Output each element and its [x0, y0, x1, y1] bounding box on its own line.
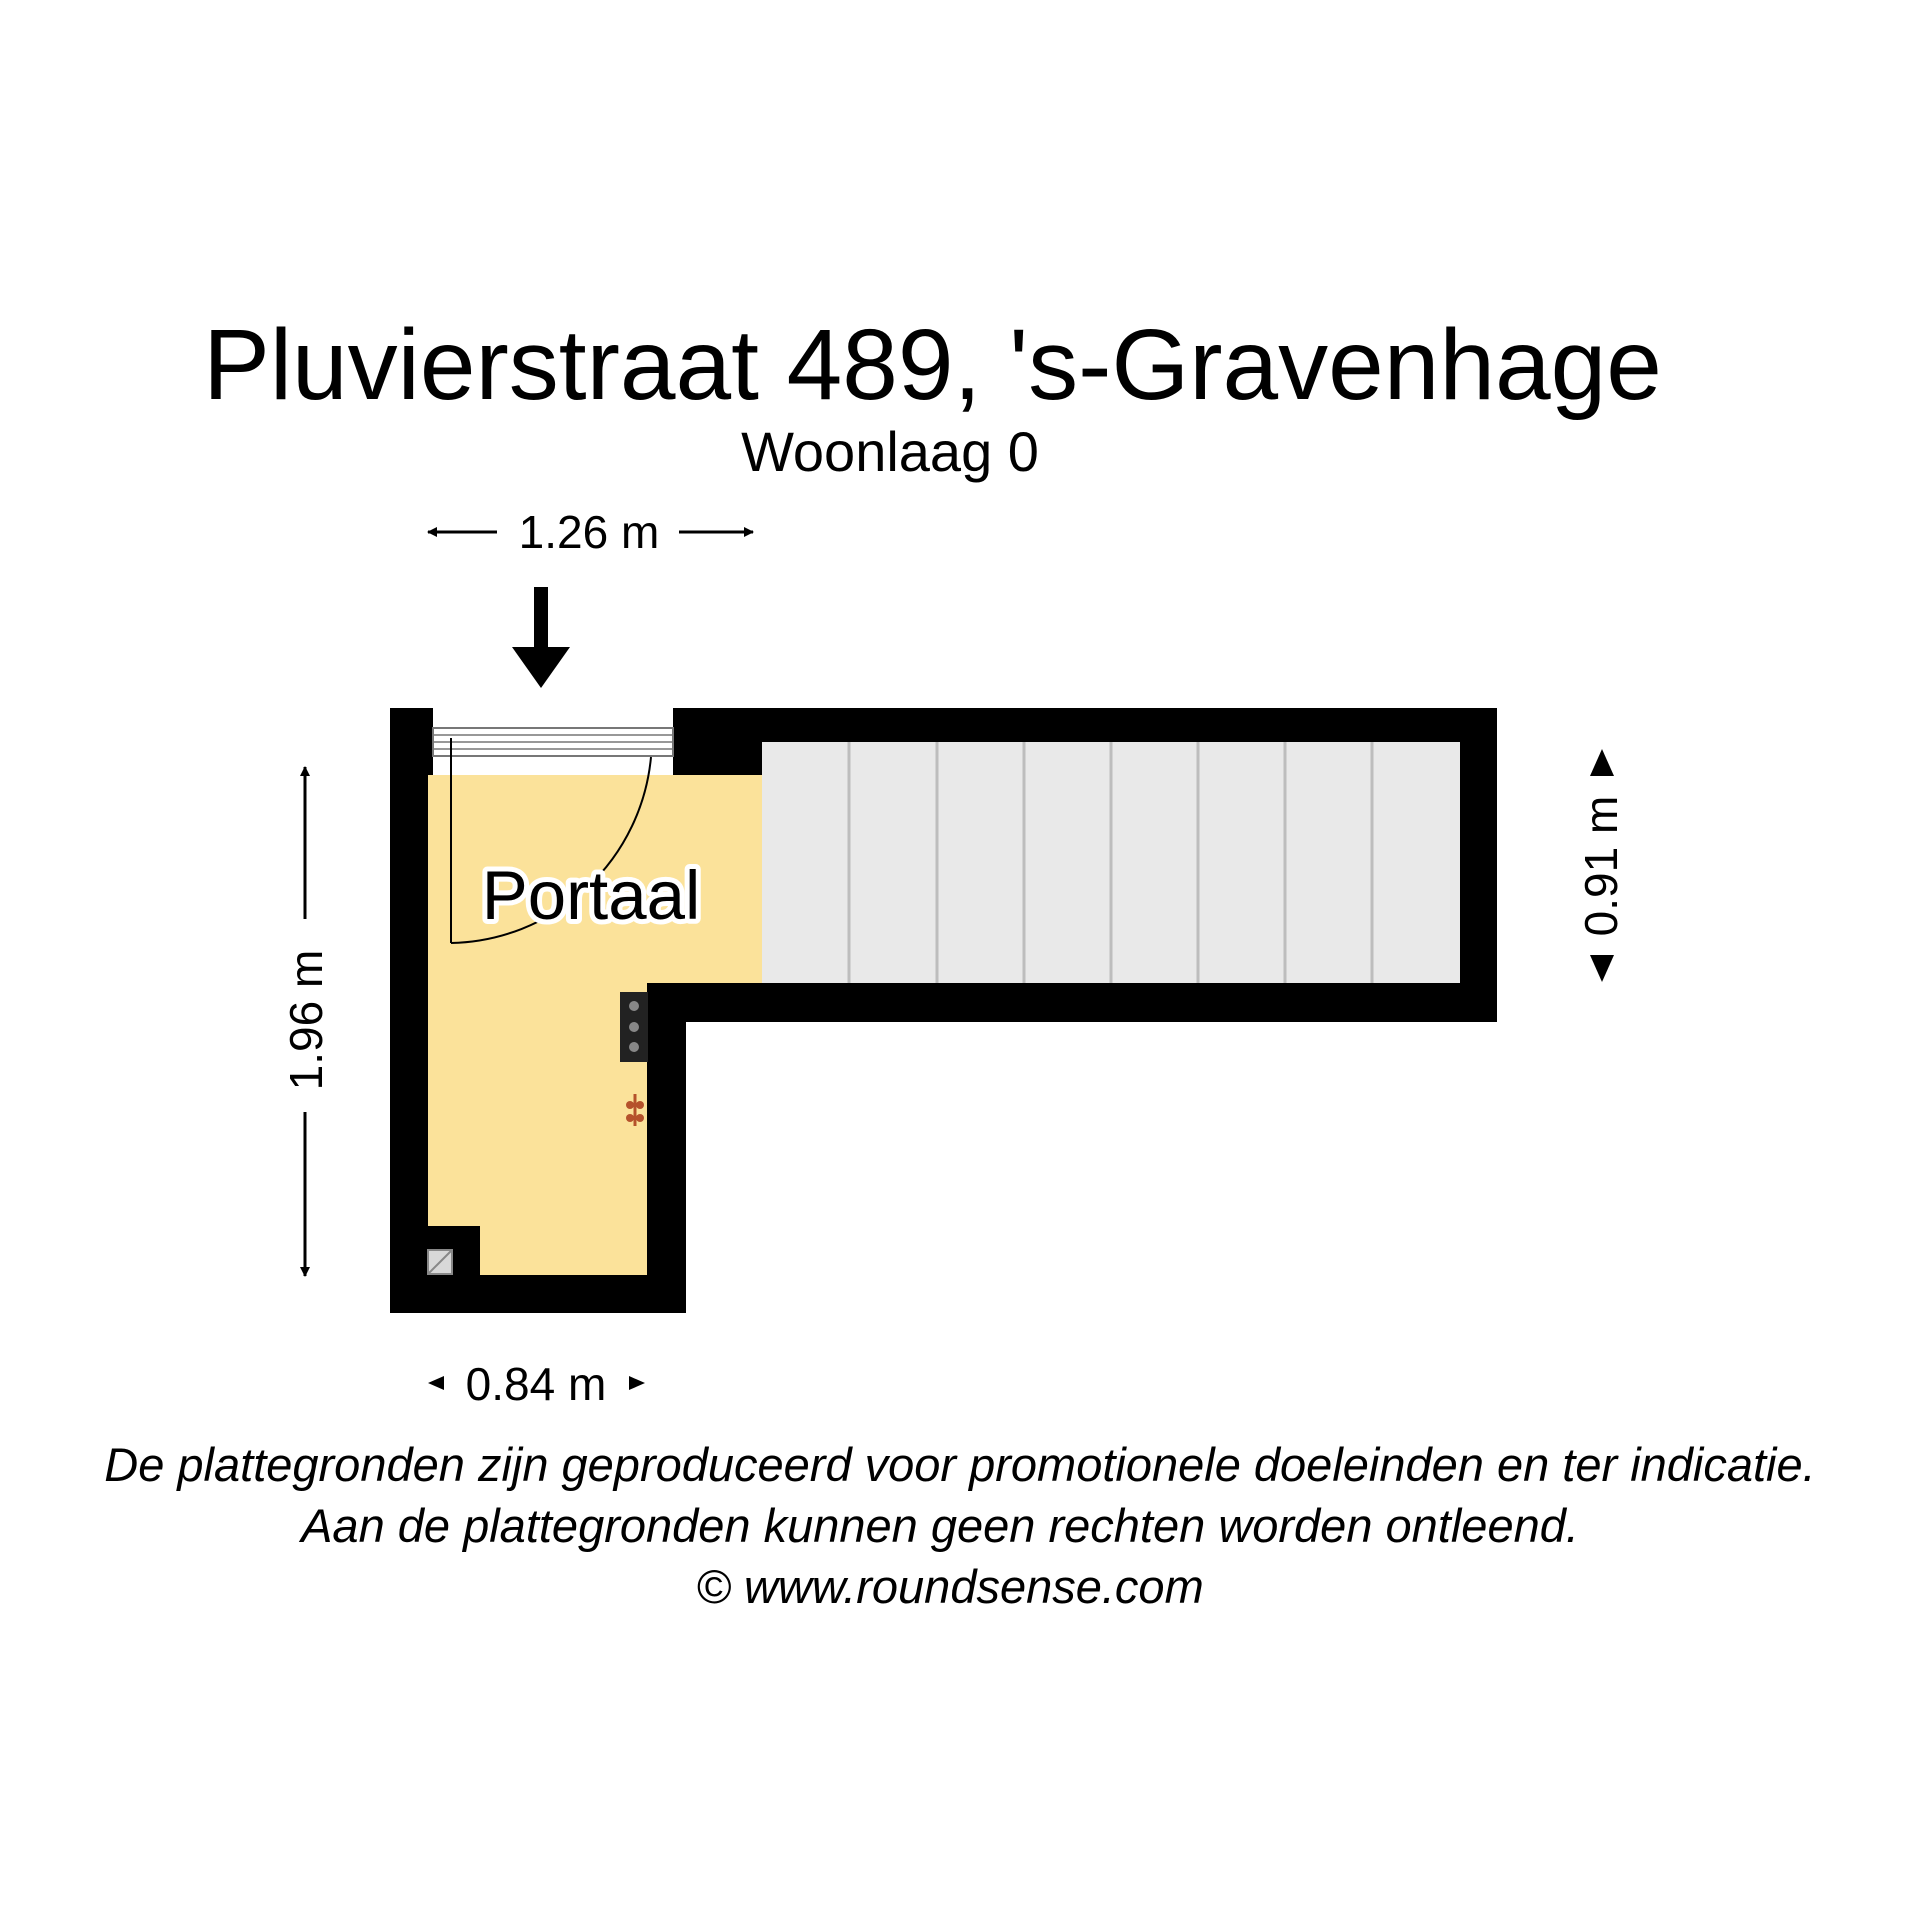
dimension-bottom-width [428, 1358, 645, 1410]
meter-box-icon [620, 992, 648, 1062]
entrance-arrow-icon [512, 587, 570, 688]
floor-level-label: Woonlaag 0 [741, 420, 1039, 483]
portaal-room [428, 775, 762, 1275]
room-label-portaal: Portaal [481, 857, 701, 934]
dimension-stair-width [1575, 749, 1627, 982]
dimension-label: 1.96 m [280, 949, 332, 1091]
staircase [762, 742, 1460, 983]
dimension-label: 0.84 m [465, 1358, 607, 1410]
dimension-top-width [428, 506, 753, 558]
copyright-link[interactable]: © www.roundsense.com [696, 1560, 1204, 1613]
disclaimer-line-1: De plattegronden zijn geproduceerd voor promotionele doeleinden en ter indicatie. [104, 1438, 1816, 1491]
shaft-icon [428, 1250, 452, 1274]
dimension-left-height [280, 767, 332, 1276]
plan-title: Pluvierstraat 489, 's-Gravenhage [203, 309, 1662, 421]
dimension-label: 0.91 m [1575, 795, 1627, 937]
dimension-label: 1.26 m [518, 506, 660, 558]
disclaimer-line-2: Aan de plattegronden kunnen geen rechten worden ontleend. [301, 1499, 1579, 1552]
